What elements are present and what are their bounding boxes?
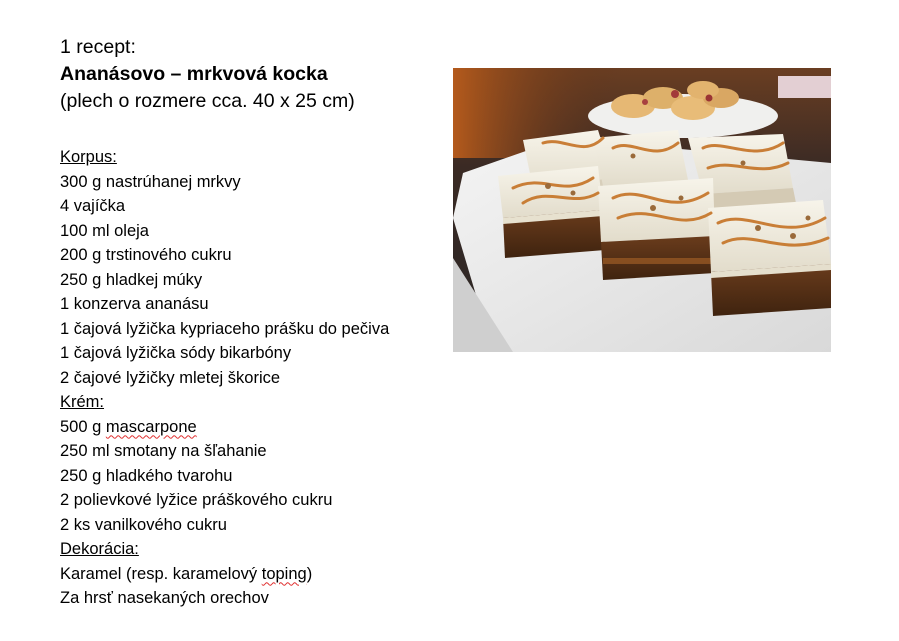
- section-heading-krem: Krém:: [60, 393, 105, 411]
- ingredient-line-mascarpone: [60, 415, 389, 440]
- spellcheck-word[interactable]: toping: [261, 564, 307, 583]
- ingredient-line-caramel: [60, 562, 389, 587]
- ingredient-amount: 500 g: [60, 417, 106, 436]
- recipe-title: Ananásovo – mrkvová kocka: [60, 63, 328, 85]
- section-heading-dekoracia: Dekorácia:: [60, 540, 139, 558]
- section-heading-korpus: Korpus:: [60, 148, 117, 166]
- ingredient-line: 2 polievkové lyžice práškového cukru: [60, 491, 333, 509]
- ingredient-line: 300 g nastrúhanej mrkvy: [60, 172, 241, 191]
- ingredient-line: 250 ml smotany na šľahanie: [60, 442, 267, 460]
- recipe-header: [60, 34, 355, 115]
- ingredient-line: Za hrsť nasekaných orechov: [60, 589, 269, 607]
- ingredient-line: 250 g hladkej múky: [60, 270, 203, 289]
- pan-size: (plech o rozmere cca. 40 x 25 cm): [60, 90, 355, 112]
- ingredient-line: 200 g trstinového cukru: [60, 246, 232, 264]
- spellcheck-word[interactable]: mascarpone: [105, 417, 197, 436]
- ingredient-line: 4 vajíčka: [60, 197, 126, 215]
- ingredient-line: 100 ml oleja: [60, 221, 149, 240]
- ingredient-text: Karamel (resp. karamelový: [60, 564, 262, 583]
- ingredient-text: ): [306, 564, 313, 583]
- ingredient-line: 1 čajová lyžička sódy bikarbóny: [60, 344, 292, 362]
- ingredient-line: 1 čajová lyžička kypriaceho prášku do pečiva: [60, 319, 390, 338]
- ingredient-line: 2 ks vanilkového cukru: [60, 515, 227, 534]
- ingredient-line: 250 g hladkého tvarohu: [60, 466, 233, 485]
- ingredient-line: 1 konzerva ananásu: [60, 295, 209, 313]
- recipe-count: 1 recept:: [60, 36, 136, 58]
- ingredients-list: [60, 145, 389, 611]
- ingredient-line: 2 čajové lyžičky mletej škorice: [60, 368, 281, 387]
- cake-photo: [453, 68, 831, 352]
